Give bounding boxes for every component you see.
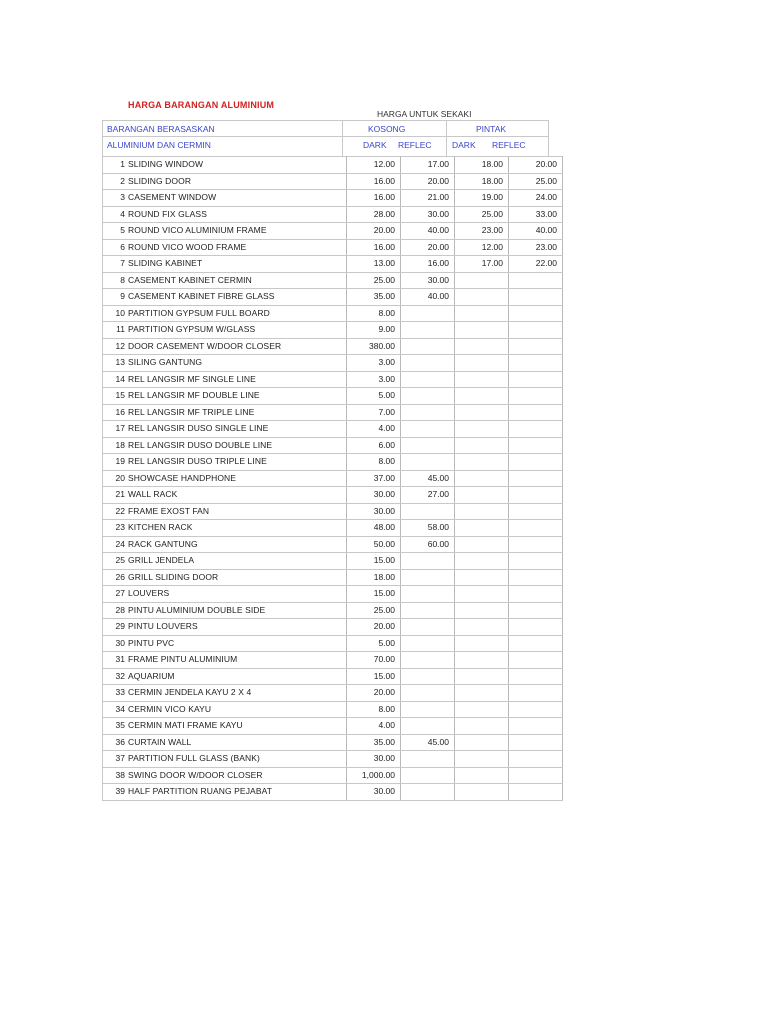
row-number: 14 (103, 371, 127, 388)
price-cell (509, 322, 563, 339)
price-cell (509, 701, 563, 718)
price-cell (401, 718, 455, 735)
price-cell (455, 767, 509, 784)
price-cell (509, 437, 563, 454)
row-number: 26 (103, 569, 127, 586)
price-cell (455, 338, 509, 355)
item-name: SLIDING DOOR (126, 173, 347, 190)
price-cell: 20.00 (401, 239, 455, 256)
price-cell (401, 421, 455, 438)
price-cell (509, 668, 563, 685)
price-cell (455, 355, 509, 372)
price-cell: 9.00 (347, 322, 401, 339)
price-cell (509, 289, 563, 306)
table-row (103, 206, 563, 223)
price-cell: 27.00 (401, 487, 455, 504)
price-cell: 24.00 (509, 190, 563, 207)
table-row (103, 569, 563, 586)
item-name: FRAME EXOST FAN (126, 503, 347, 520)
price-cell (455, 602, 509, 619)
price-cell (401, 619, 455, 636)
price-cell (401, 668, 455, 685)
row-number: 34 (103, 701, 127, 718)
table-row (103, 635, 563, 652)
row-number: 3 (103, 190, 127, 207)
price-cell: 25.00 (347, 602, 401, 619)
price-cell (455, 784, 509, 801)
table-row (103, 437, 563, 454)
price-cell (455, 668, 509, 685)
price-cell: 22.00 (509, 256, 563, 273)
price-cell (509, 751, 563, 768)
item-name: KITCHEN RACK (126, 520, 347, 537)
price-cell: 15.00 (347, 553, 401, 570)
price-cell (509, 338, 563, 355)
price-cell (455, 586, 509, 603)
item-name: CASEMENT KABINET CERMIN (126, 272, 347, 289)
price-cell: 50.00 (347, 536, 401, 553)
item-name: PARTITION GYPSUM W/GLASS (126, 322, 347, 339)
price-header: HARGA UNTUK SEKAKI (377, 109, 472, 119)
price-cell: 40.00 (401, 223, 455, 240)
price-cell (455, 751, 509, 768)
price-cell: 1,000.00 (347, 767, 401, 784)
table-row (103, 734, 563, 751)
table-row (103, 371, 563, 388)
price-cell (509, 635, 563, 652)
price-cell: 12.00 (455, 239, 509, 256)
price-cell: 58.00 (401, 520, 455, 537)
price-cell: 25.00 (455, 206, 509, 223)
price-cell: 5.00 (347, 388, 401, 405)
item-name: PINTU LOUVERS (126, 619, 347, 636)
row-number: 28 (103, 602, 127, 619)
price-cell: 30.00 (347, 503, 401, 520)
table-row (103, 503, 563, 520)
price-cell (455, 503, 509, 520)
price-cell (455, 437, 509, 454)
price-cell (509, 767, 563, 784)
price-cell: 13.00 (347, 256, 401, 273)
price-cell: 40.00 (401, 289, 455, 306)
price-cell (401, 553, 455, 570)
table-row (103, 784, 563, 801)
row-number: 25 (103, 553, 127, 570)
row-number: 18 (103, 437, 127, 454)
row-number: 37 (103, 751, 127, 768)
item-name: SLIDING KABINET (126, 256, 347, 273)
price-cell: 30.00 (401, 206, 455, 223)
price-cell (401, 388, 455, 405)
item-name: REL LANGSIR DUSO SINGLE LINE (126, 421, 347, 438)
table-row (103, 454, 563, 471)
price-cell: 20.00 (347, 619, 401, 636)
header-line-left (102, 120, 103, 156)
row-number: 32 (103, 668, 127, 685)
header-pintak: PINTAK (476, 124, 507, 134)
item-name: RACK GANTUNG (126, 536, 347, 553)
price-cell (401, 767, 455, 784)
price-cell: 7.00 (347, 404, 401, 421)
document-title: HARGA BARANGAN ALUMINIUM (128, 100, 275, 110)
table-row (103, 256, 563, 273)
header-line-col3 (446, 120, 447, 156)
price-cell (509, 421, 563, 438)
price-cell: 19.00 (455, 190, 509, 207)
price-cell (401, 437, 455, 454)
item-name: ROUND FIX GLASS (126, 206, 347, 223)
item-name: CERMIN MATI FRAME KAYU (126, 718, 347, 735)
item-name: REL LANGSIR DUSO DOUBLE LINE (126, 437, 347, 454)
price-cell: 16.00 (347, 239, 401, 256)
price-cell (401, 586, 455, 603)
price-cell: 35.00 (347, 289, 401, 306)
table-row (103, 157, 563, 174)
table-row (103, 602, 563, 619)
table-row (103, 355, 563, 372)
item-name: PARTITION FULL GLASS (BANK) (126, 751, 347, 768)
price-cell (401, 685, 455, 702)
price-cell: 8.00 (347, 454, 401, 471)
price-cell (509, 586, 563, 603)
price-cell (509, 355, 563, 372)
header-dark-2: DARK (452, 140, 476, 150)
price-cell (509, 388, 563, 405)
item-name: PINTU ALUMINIUM DOUBLE SIDE (126, 602, 347, 619)
price-cell: 70.00 (347, 652, 401, 669)
price-cell (455, 470, 509, 487)
item-name: REL LANGSIR MF TRIPLE LINE (126, 404, 347, 421)
row-number: 16 (103, 404, 127, 421)
row-number: 6 (103, 239, 127, 256)
row-number: 9 (103, 289, 127, 306)
row-number: 29 (103, 619, 127, 636)
price-cell: 15.00 (347, 668, 401, 685)
table-row (103, 487, 563, 504)
row-number: 22 (103, 503, 127, 520)
price-cell (509, 734, 563, 751)
price-cell (455, 487, 509, 504)
price-cell (509, 503, 563, 520)
price-cell: 45.00 (401, 734, 455, 751)
item-name: SWING DOOR W/DOOR CLOSER (126, 767, 347, 784)
item-name: CURTAIN WALL (126, 734, 347, 751)
price-cell (455, 619, 509, 636)
table-row (103, 470, 563, 487)
price-cell (401, 503, 455, 520)
price-cell (509, 487, 563, 504)
row-number: 23 (103, 520, 127, 537)
price-cell: 28.00 (347, 206, 401, 223)
item-name: PINTU PVC (126, 635, 347, 652)
item-name: WALL RACK (126, 487, 347, 504)
table-row (103, 751, 563, 768)
price-cell (455, 685, 509, 702)
price-cell (455, 289, 509, 306)
item-name: SHOWCASE HANDPHONE (126, 470, 347, 487)
price-cell: 15.00 (347, 586, 401, 603)
table-row (103, 338, 563, 355)
price-cell: 8.00 (347, 701, 401, 718)
price-cell (455, 454, 509, 471)
item-name: ROUND VICO ALUMINIUM FRAME (126, 223, 347, 240)
price-cell (509, 305, 563, 322)
row-number: 17 (103, 421, 127, 438)
table-row (103, 536, 563, 553)
price-cell: 45.00 (401, 470, 455, 487)
table-row (103, 322, 563, 339)
price-cell (455, 536, 509, 553)
price-cell (509, 470, 563, 487)
price-cell: 25.00 (509, 173, 563, 190)
price-cell: 25.00 (347, 272, 401, 289)
price-cell (401, 355, 455, 372)
price-cell: 8.00 (347, 305, 401, 322)
row-number: 39 (103, 784, 127, 801)
price-cell: 30.00 (347, 784, 401, 801)
price-cell (509, 652, 563, 669)
price-cell: 33.00 (509, 206, 563, 223)
price-cell (455, 388, 509, 405)
price-cell: 23.00 (455, 223, 509, 240)
price-cell (509, 619, 563, 636)
row-number: 8 (103, 272, 127, 289)
price-cell: 4.00 (347, 718, 401, 735)
price-cell: 21.00 (401, 190, 455, 207)
price-cell: 18.00 (455, 173, 509, 190)
price-cell (401, 701, 455, 718)
price-cell (509, 272, 563, 289)
price-cell (509, 685, 563, 702)
row-number: 19 (103, 454, 127, 471)
row-number: 33 (103, 685, 127, 702)
table-row (103, 718, 563, 735)
table-row (103, 421, 563, 438)
table-row (103, 767, 563, 784)
price-cell: 48.00 (347, 520, 401, 537)
price-cell (509, 454, 563, 471)
price-cell: 20.00 (347, 685, 401, 702)
price-cell: 3.00 (347, 371, 401, 388)
item-name: PARTITION GYPSUM FULL BOARD (126, 305, 347, 322)
price-cell: 18.00 (347, 569, 401, 586)
row-number: 4 (103, 206, 127, 223)
price-cell (455, 718, 509, 735)
table-row (103, 701, 563, 718)
price-cell (509, 569, 563, 586)
header-line-mid (102, 136, 548, 137)
table-row (103, 553, 563, 570)
price-cell: 18.00 (455, 157, 509, 174)
item-name: FRAME PINTU ALUMINIUM (126, 652, 347, 669)
item-name: CASEMENT KABINET FIBRE GLASS (126, 289, 347, 306)
price-cell (509, 602, 563, 619)
price-cell (401, 338, 455, 355)
price-cell (455, 272, 509, 289)
price-cell (455, 734, 509, 751)
header-item-line2: ALUMINIUM DAN CERMIN (107, 140, 211, 150)
price-cell (509, 553, 563, 570)
price-cell (455, 404, 509, 421)
table-row (103, 223, 563, 240)
row-number: 27 (103, 586, 127, 603)
price-cell: 20.00 (401, 173, 455, 190)
table-row (103, 239, 563, 256)
price-cell (401, 404, 455, 421)
price-cell (401, 652, 455, 669)
price-cell: 5.00 (347, 635, 401, 652)
price-cell: 6.00 (347, 437, 401, 454)
price-cell (509, 371, 563, 388)
item-name: LOUVERS (126, 586, 347, 603)
row-number: 13 (103, 355, 127, 372)
price-cell: 60.00 (401, 536, 455, 553)
header-reflec-2: REFLEC (492, 140, 526, 150)
row-number: 11 (103, 322, 127, 339)
row-number: 31 (103, 652, 127, 669)
price-cell (401, 322, 455, 339)
row-number: 10 (103, 305, 127, 322)
header-line-col1 (342, 120, 343, 156)
table-row (103, 173, 563, 190)
price-cell: 20.00 (509, 157, 563, 174)
price-cell (401, 784, 455, 801)
row-number: 15 (103, 388, 127, 405)
table-row (103, 619, 563, 636)
price-cell: 35.00 (347, 734, 401, 751)
price-cell (455, 421, 509, 438)
price-cell: 17.00 (401, 157, 455, 174)
table-row (103, 190, 563, 207)
item-name: REL LANGSIR MF SINGLE LINE (126, 371, 347, 388)
item-name: CERMIN JENDELA KAYU 2 X 4 (126, 685, 347, 702)
item-name: REL LANGSIR DUSO TRIPLE LINE (126, 454, 347, 471)
item-name: GRILL JENDELA (126, 553, 347, 570)
table-row (103, 289, 563, 306)
table-row (103, 520, 563, 537)
row-number: 30 (103, 635, 127, 652)
row-number: 24 (103, 536, 127, 553)
header-line-top (102, 120, 548, 121)
table-row (103, 404, 563, 421)
row-number: 20 (103, 470, 127, 487)
item-name: CERMIN VICO KAYU (126, 701, 347, 718)
row-number: 38 (103, 767, 127, 784)
table-row (103, 388, 563, 405)
table-row (103, 586, 563, 603)
header-reflec-1: REFLEC (398, 140, 432, 150)
price-cell (509, 404, 563, 421)
item-name: CASEMENT WINDOW (126, 190, 347, 207)
price-cell (455, 701, 509, 718)
price-cell (455, 569, 509, 586)
item-name: REL LANGSIR MF DOUBLE LINE (126, 388, 347, 405)
price-cell (509, 536, 563, 553)
item-name: ROUND VICO WOOD FRAME (126, 239, 347, 256)
price-cell (455, 305, 509, 322)
item-name: SILING GANTUNG (126, 355, 347, 372)
price-cell: 37.00 (347, 470, 401, 487)
price-cell: 4.00 (347, 421, 401, 438)
header-line-right (548, 120, 549, 156)
price-cell (401, 454, 455, 471)
item-name: DOOR CASEMENT W/DOOR CLOSER (126, 338, 347, 355)
price-cell (401, 751, 455, 768)
price-cell: 40.00 (509, 223, 563, 240)
item-name: SLIDING WINDOW (126, 157, 347, 174)
price-cell (455, 371, 509, 388)
price-cell (455, 635, 509, 652)
price-cell: 17.00 (455, 256, 509, 273)
price-cell (455, 652, 509, 669)
price-cell: 16.00 (401, 256, 455, 273)
price-cell (401, 569, 455, 586)
table-row (103, 652, 563, 669)
price-cell (509, 520, 563, 537)
header-item-line1: BARANGAN BERASASKAN (107, 124, 215, 134)
price-cell: 12.00 (347, 157, 401, 174)
price-cell (401, 305, 455, 322)
item-name: GRILL SLIDING DOOR (126, 569, 347, 586)
row-number: 35 (103, 718, 127, 735)
price-cell (401, 371, 455, 388)
table-row (103, 685, 563, 702)
price-cell: 16.00 (347, 173, 401, 190)
price-cell: 30.00 (401, 272, 455, 289)
price-table (102, 156, 563, 801)
price-cell (455, 322, 509, 339)
row-number: 5 (103, 223, 127, 240)
row-number: 1 (103, 157, 127, 174)
price-cell: 20.00 (347, 223, 401, 240)
price-cell (509, 718, 563, 735)
price-cell (509, 784, 563, 801)
price-cell: 380.00 (347, 338, 401, 355)
row-number: 7 (103, 256, 127, 273)
header-kosong: KOSONG (368, 124, 406, 134)
price-cell: 16.00 (347, 190, 401, 207)
price-cell: 23.00 (509, 239, 563, 256)
header-dark-1: DARK (363, 140, 387, 150)
table-row (103, 668, 563, 685)
price-cell (401, 602, 455, 619)
price-cell: 30.00 (347, 487, 401, 504)
price-cell (401, 635, 455, 652)
price-cell (455, 553, 509, 570)
item-name: HALF PARTITION RUANG PEJABAT (126, 784, 347, 801)
row-number: 12 (103, 338, 127, 355)
table-row (103, 305, 563, 322)
row-number: 36 (103, 734, 127, 751)
table-row (103, 272, 563, 289)
row-number: 2 (103, 173, 127, 190)
row-number: 21 (103, 487, 127, 504)
price-cell: 3.00 (347, 355, 401, 372)
price-cell (455, 520, 509, 537)
item-name: AQUARIUM (126, 668, 347, 685)
price-cell: 30.00 (347, 751, 401, 768)
